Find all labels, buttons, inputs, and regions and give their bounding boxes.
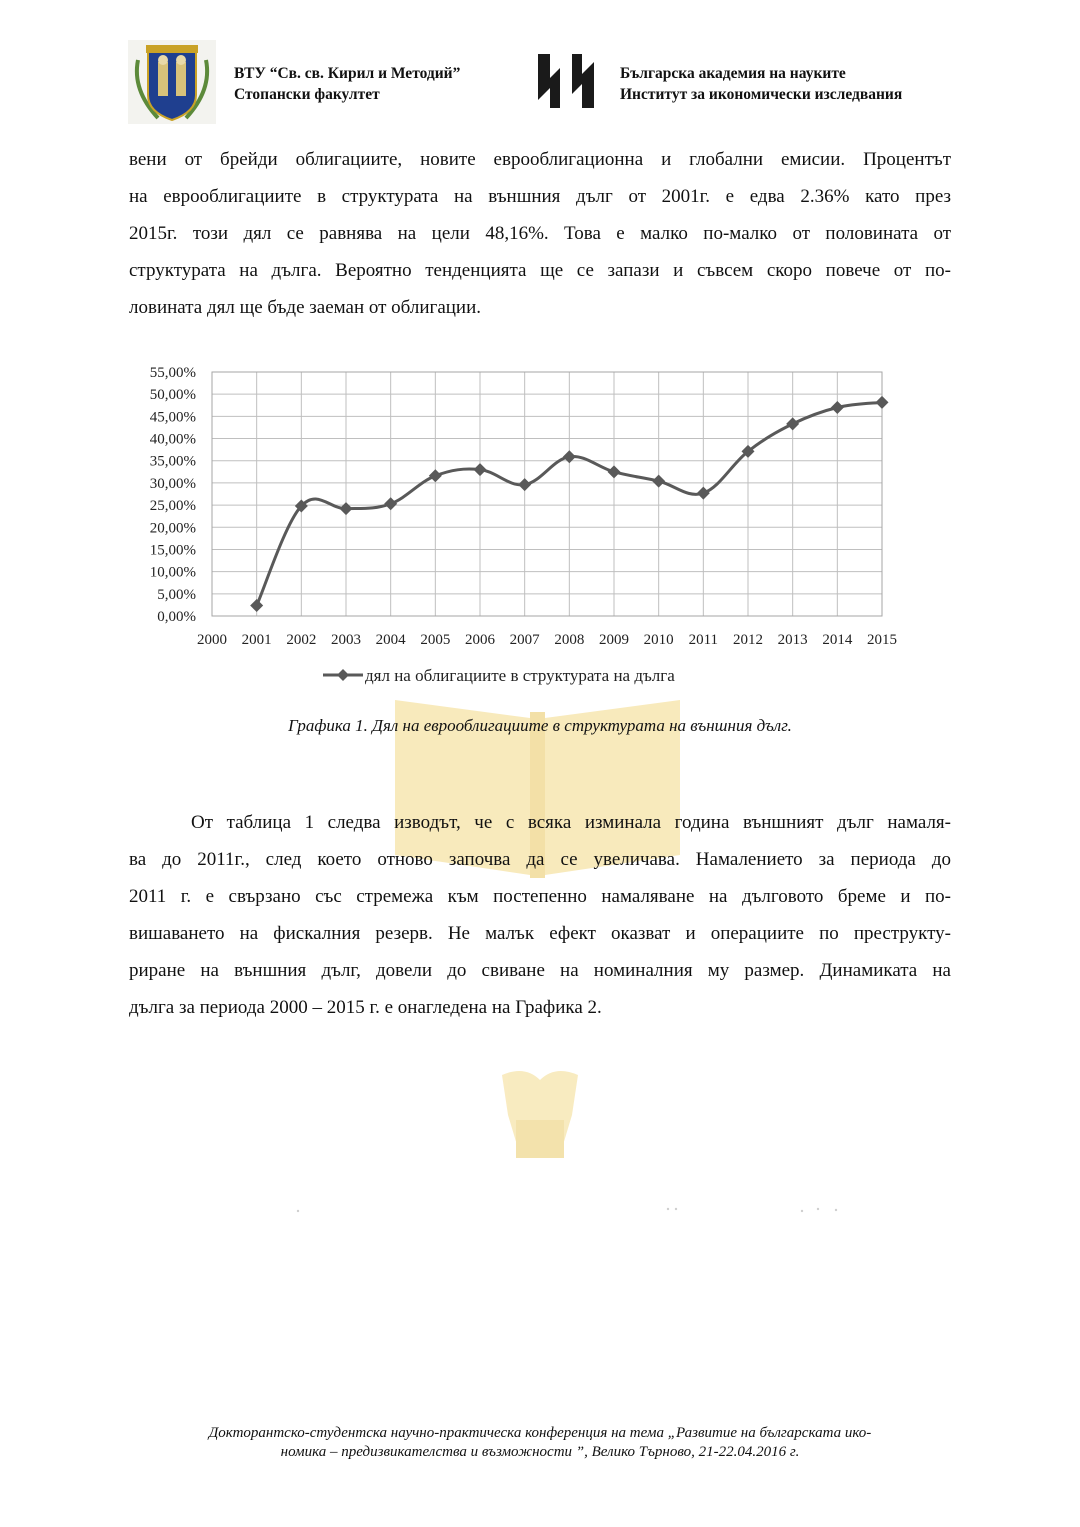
university-crest-logo xyxy=(128,40,216,124)
data-point-marker xyxy=(652,475,665,488)
paragraph-2 xyxy=(129,804,951,1026)
x-tick-label: 2007 xyxy=(509,632,540,648)
paragraph-line: вишаването на фискалния резерв. Не малък ефект оказват и операциите по преструкту- xyxy=(129,923,951,944)
paragraph-line: вени от брейди облигациите, новите еврооблигационна и глобални емисии. Процентът xyxy=(129,149,951,170)
data-point-marker xyxy=(786,417,799,430)
paragraph-line: ловината дял ще бъде заеман от облигации. xyxy=(129,297,482,318)
paragraph-line: 2015г. този дял се равнява на цели 48,16%. Това е малко по-малко от половината от xyxy=(129,223,951,244)
paragraph-line: 2011 г. е свързано със стремежа към постепенно намаляване на дълговото бреме и по- xyxy=(129,886,951,907)
data-point-marker xyxy=(340,502,353,515)
x-tick-label: 2013 xyxy=(777,632,808,648)
data-point-marker xyxy=(876,396,889,409)
legend-marker xyxy=(337,669,349,681)
paragraph-line: на еврооблигациите в структурата на външния дълг от 2001г. е едва 2.36% като през xyxy=(129,186,951,207)
data-point-marker xyxy=(608,465,621,478)
x-tick-label: 2002 xyxy=(286,632,317,648)
header-left-line1: ВТУ “Св. св. Кирил и Методий” xyxy=(234,65,461,82)
y-tick-label: 40,00% xyxy=(149,431,196,448)
y-tick-label: 0,00% xyxy=(157,609,196,625)
header-right-line1: Българска академия на науките xyxy=(620,65,846,82)
x-tick-label: 2001 xyxy=(241,632,272,648)
y-tick-label: 25,00% xyxy=(149,498,196,515)
paragraph-line: риране на външния дълг, довели до свиване на номиналния му размер. Динамиката на xyxy=(129,960,951,981)
x-tick-label: 2011 xyxy=(688,632,719,648)
x-tick-label: 2015 xyxy=(867,632,897,648)
plot-border xyxy=(212,372,882,616)
institute-logo xyxy=(536,48,596,114)
data-point-marker xyxy=(563,450,576,463)
y-tick-label: 55,00% xyxy=(149,365,196,381)
x-tick-label: 2003 xyxy=(331,632,361,648)
y-tick-label: 5,00% xyxy=(157,586,196,603)
x-tick-label: 2012 xyxy=(733,632,763,648)
y-tick-label: 15,00% xyxy=(149,542,196,559)
header-right-line2: Институт за икономически изследвания xyxy=(620,86,903,103)
paragraph-line: ва до 2011г., след което отново започва да се увеличава. Намалението за периода до xyxy=(129,849,951,870)
footer-line1: Докторантско-студентска научно-практическа конференция на тема „Развитие на българската ико- xyxy=(208,1425,872,1441)
watermark-owl-icon xyxy=(502,1071,578,1158)
x-tick-label: 2009 xyxy=(599,632,629,648)
x-tick-label: 2014 xyxy=(822,632,853,648)
paragraph-1 xyxy=(129,141,951,326)
y-tick-label: 10,00% xyxy=(149,564,196,581)
header-left-line2: Стопански факултет xyxy=(234,86,380,103)
x-tick-label: 2000 xyxy=(197,632,227,648)
data-point-marker xyxy=(384,497,397,510)
footer-line2: номика – предизвикателства и възможности ”, Велико Търново, 21-22.04.2016 г. xyxy=(280,1444,800,1460)
legend-label: дял на облигациите в структурата на дълга xyxy=(365,666,675,685)
x-tick-label: 2004 xyxy=(375,632,406,648)
y-tick-label: 45,00% xyxy=(149,409,196,426)
data-point-marker xyxy=(831,401,844,414)
y-tick-label: 35,00% xyxy=(149,453,196,470)
page-footer xyxy=(110,1424,970,1462)
data-point-marker xyxy=(518,478,531,491)
figure-caption: Графика 1. Дял на еврооблигациите в структурата на външния дълг. xyxy=(288,716,792,735)
data-point-marker xyxy=(250,599,263,612)
paragraph-line: дълга за периода 2000 – 2015 г. е онагледена на Графика 2. xyxy=(129,997,602,1018)
data-point-marker xyxy=(697,487,710,500)
data-point-marker xyxy=(429,469,442,482)
x-tick-label: 2005 xyxy=(420,632,451,648)
x-tick-label: 2006 xyxy=(465,632,495,648)
y-tick-label: 20,00% xyxy=(149,520,196,537)
x-tick-label: 2010 xyxy=(643,632,674,648)
paragraph-line: структурата на дълга. Вероятно тенденцията ще се запази и съвсем скоро повече от по- xyxy=(129,260,951,281)
y-tick-label: 50,00% xyxy=(149,387,196,404)
x-tick-label: 2008 xyxy=(554,632,585,648)
data-point-marker xyxy=(474,463,487,476)
y-tick-label: 30,00% xyxy=(149,475,196,492)
paragraph-line: От таблица 1 следва изводът, че с всяка изминала година външният дълг намаля- xyxy=(191,812,951,833)
line-chart xyxy=(0,355,1080,700)
